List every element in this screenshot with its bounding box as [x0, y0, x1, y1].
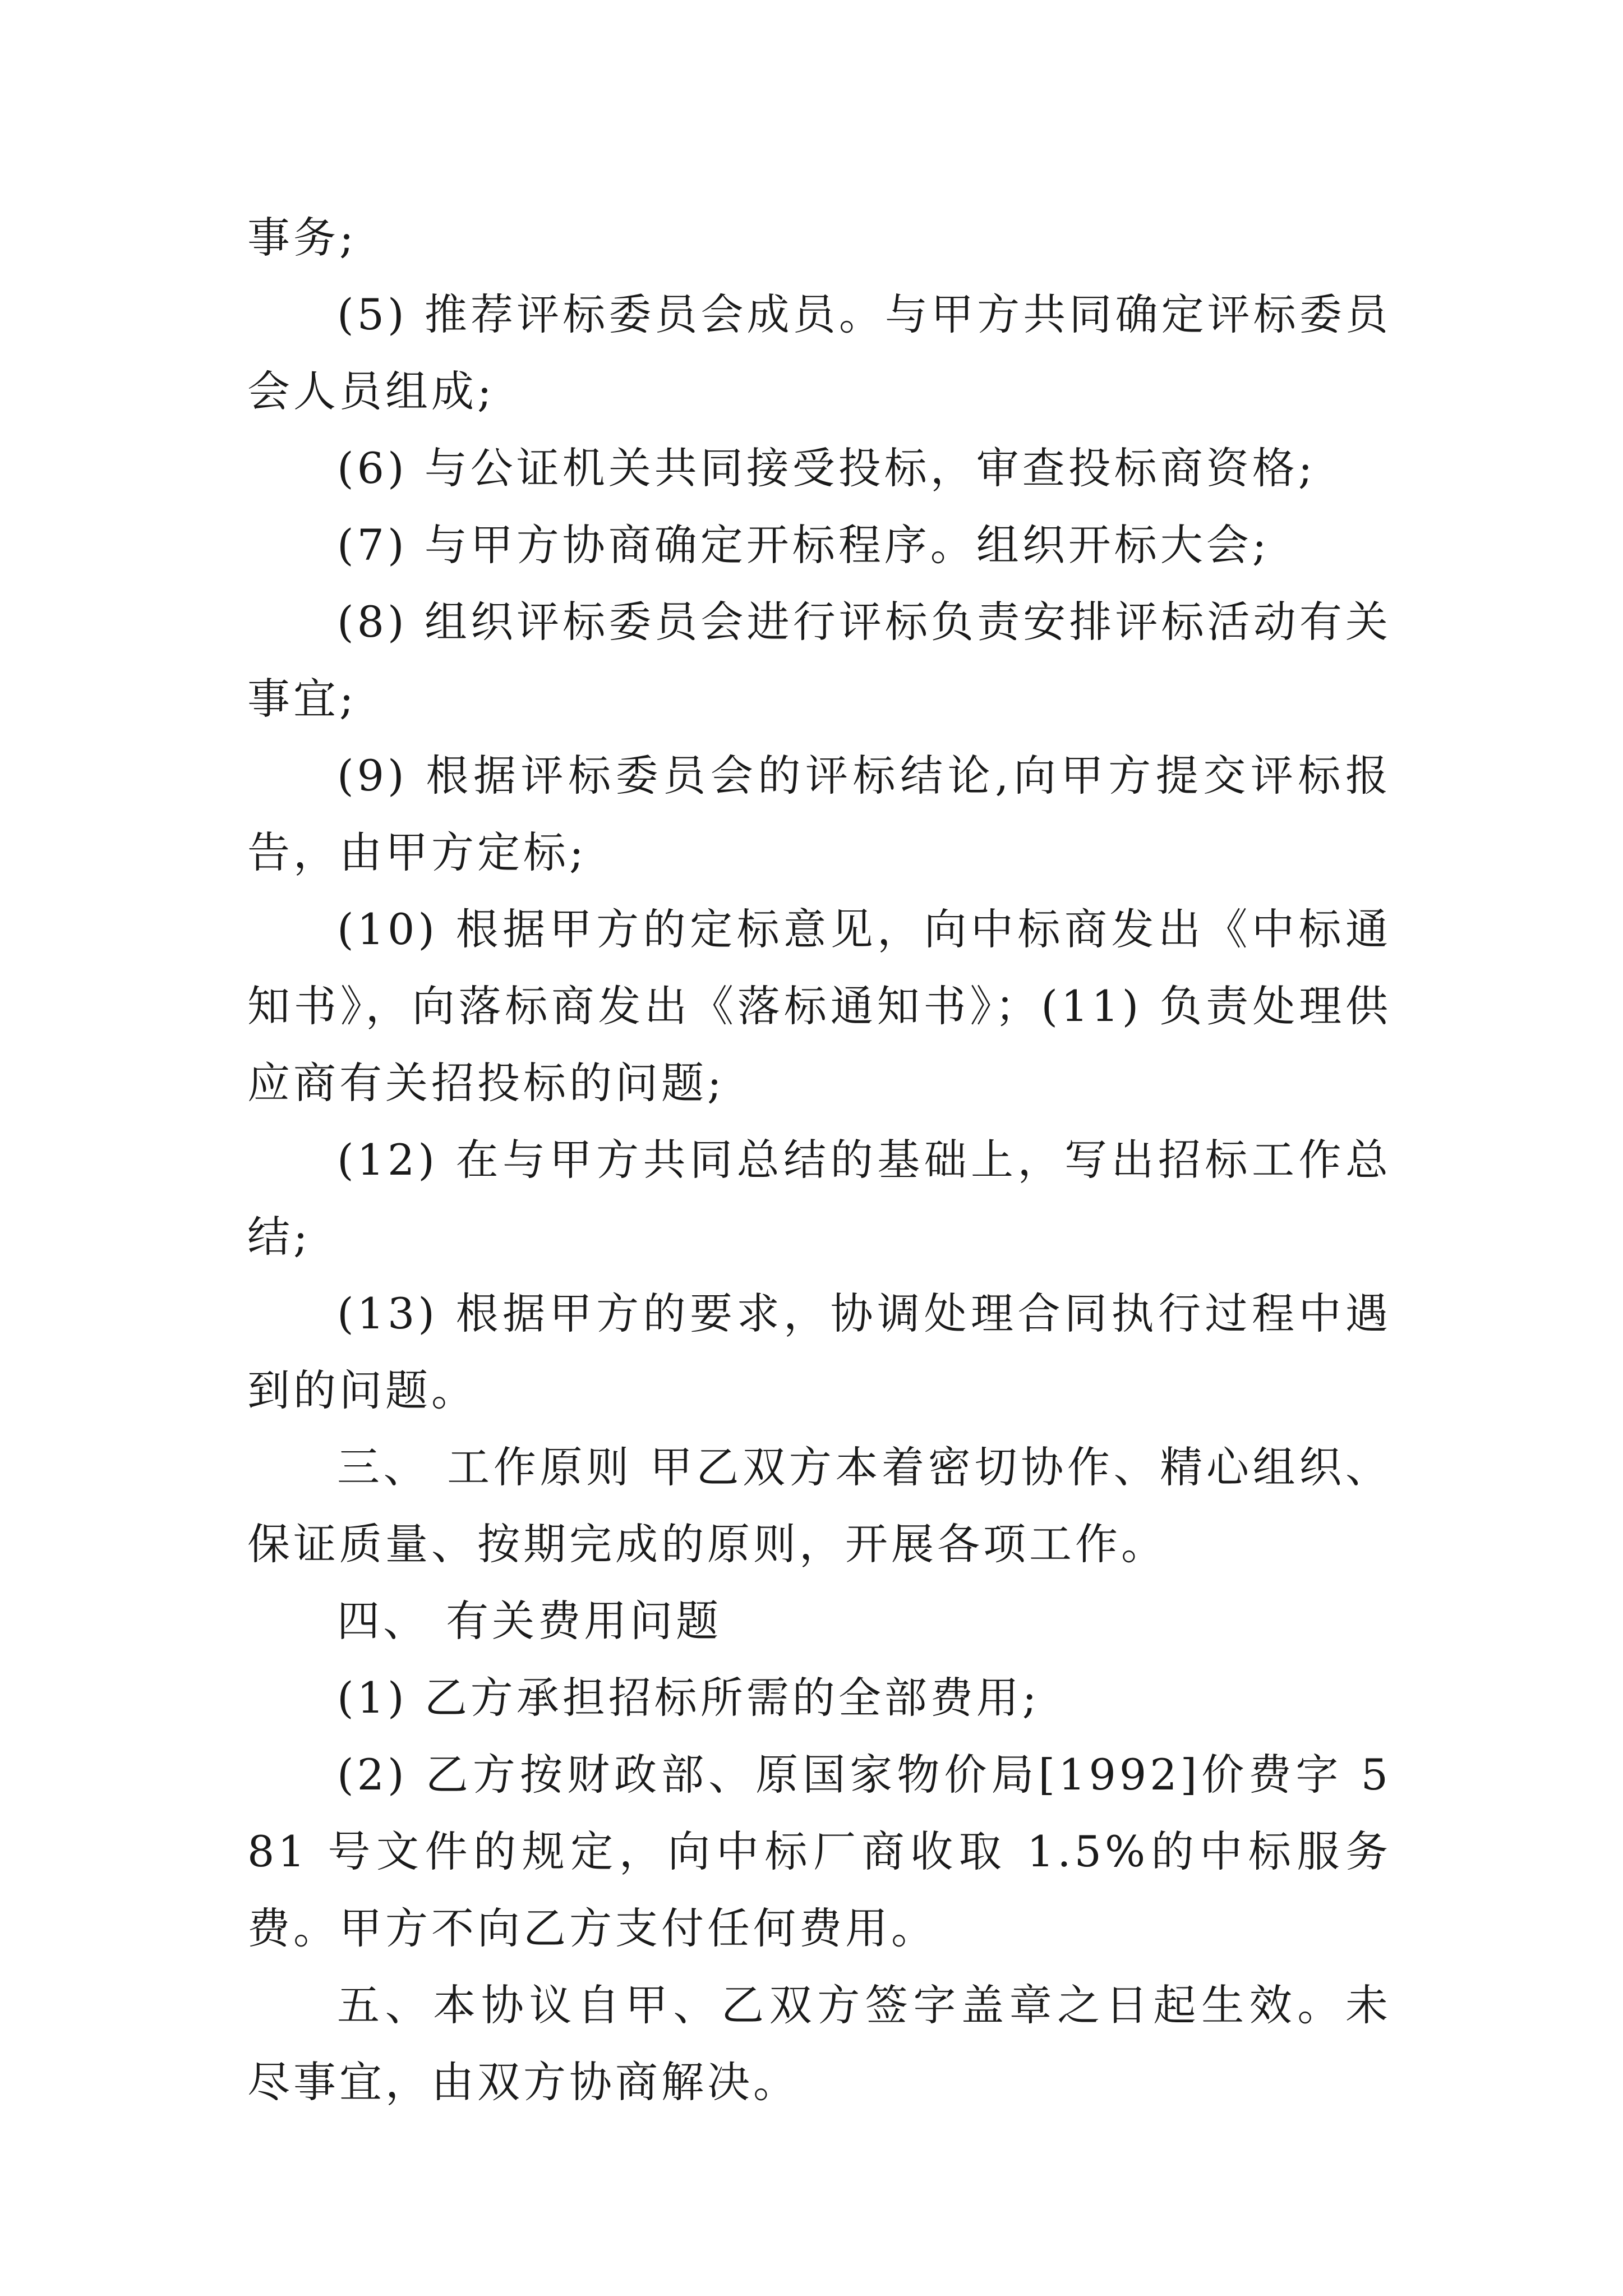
- paragraph-item-6: (6) 与公证机关共同接受投标，审查投标商资格;: [337, 443, 1316, 493]
- section-5-effective-clause: 五、本协议自甲、乙双方签字盖章之日起生效。未尽事宜，由双方协商解决。: [247, 1980, 1391, 2107]
- paragraph-fee-1: (1) 乙方承担招标所需的全部费用;: [337, 1673, 1040, 1723]
- section-4-heading: 四、 有关费用问题: [337, 1596, 722, 1646]
- paragraph-continuation: 事务;: [247, 213, 357, 263]
- paragraph-item-10-11: (10) 根据甲方的定标意见，向中标商发出《中标通知书》，向落标商发出《落标通知书》；(11) 负责处理供应商有关招投标的问题;: [247, 904, 1391, 1108]
- section-3-work-principles: 三、 工作原则 甲乙双方本着密切协作、精心组织、保证质量、按期完成的原则，开展各项工作。: [247, 1442, 1391, 1569]
- paragraph-item-12: (12) 在与甲方共同总结的基础上，写出招标工作总结;: [247, 1135, 1391, 1262]
- paragraph-item-5: (5) 推荐评标委员会成员。与甲方共同确定评标委员会人员组成;: [247, 289, 1391, 416]
- document-body: [247, 199, 1391, 2120]
- paragraph-item-8: (8) 组织评标委员会进行评标负责安排评标活动有关事宜;: [247, 597, 1391, 724]
- paragraph-item-9: (9) 根据评标委员会的评标结论,向甲方提交评标报告，由甲方定标;: [247, 751, 1391, 877]
- paragraph-fee-2: (2) 乙方按财政部、原国家物价局[1992]价费字 581 号文件的规定，向中标厂商收取 1.5%的中标服务费。甲方不向乙方支付任何费用。: [247, 1750, 1391, 1953]
- paragraph-item-7: (7) 与甲方协商确定开标程序。组织开标大会;: [337, 520, 1270, 570]
- paragraph-item-13: (13) 根据甲方的要求，协调处理合同执行过程中遇到的问题。: [247, 1289, 1391, 1415]
